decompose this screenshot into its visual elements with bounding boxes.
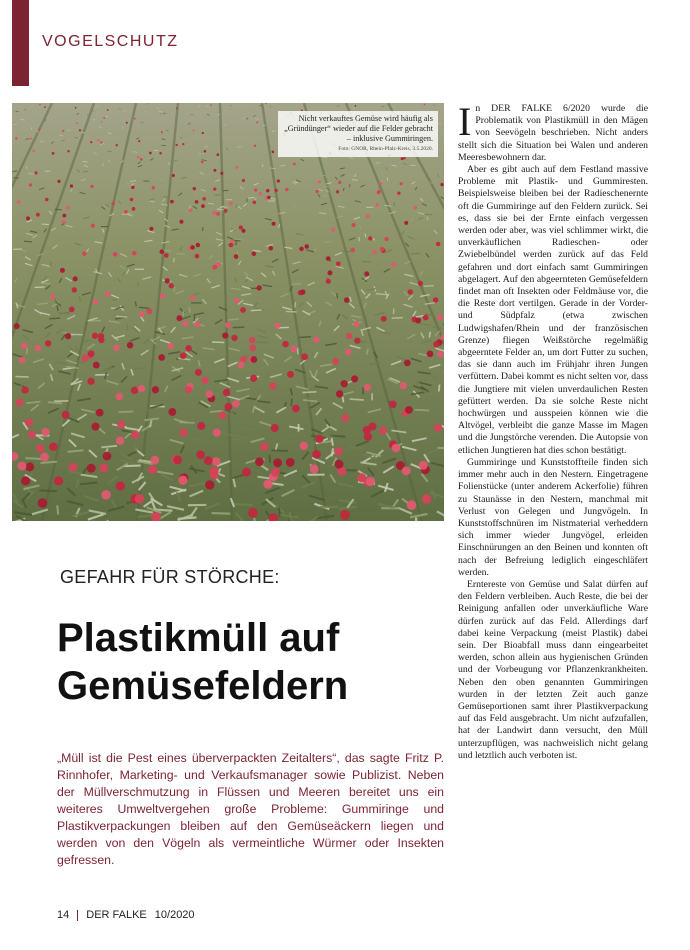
article-paragraph-2: Aber es gibt auch auf dem Festland massive Probleme mit Plastik- und Gummiresten. Beispielsweise bleiben bei der Radieschenernte oft die Gummiringe auf den Feldern zurück. Sei es, dass sie bei der Ernte einfach vergessen werden oder aber, was viel schlimmer wirkt, die unverkäuflichen Radieschen- oder Zwiebelbündel werden zurück auf das Feld gefahren und dort einfach samt Gummiringen abgelagert. Auf den abgeernteten Gemüsefeldern findet man oft Insekten oder Feldmäuse vor, die die Reste dort vertilgen. Gerade in der Vorder- und Südpfalz (etwa zwischen Ludwigshafen/Rhein und der französischen Grenze) fliegen Weißstörche regelmäßig abgeerntete Felder an, um dort Futter zu suchen, das sie dann auch im Frühjahr ihren Jungen verfüttern. Dabei kommt es nicht selten vor, dass die Jungtiere mit vielen unverdaulichen Resten gefüttert werden. Da sie solche Reste nicht hochwürgen und ausspeien können wie die Altvögel, verbleibt die ganze Masse im Magen und die Jungstörche verenden. Die Autopsie von etlichen Jungtieren hat dies schon bestätigt. [458, 164, 648, 456]
article-paragraph-4: Erntereste von Gemüse und Salat dürfen auf den Feldern verbleiben. Auch Reste, die bei der Reinigung anfallen oder unverkäufliche Ware dürfen zurück auf das Feld. Allerdings darf dabei keine Verpackung (meist Plastik) dabei sein. Der Bioabfall muss dann eingearbeitet werden, schon allein aus hygienischen Gründen und der Vorbeugung vor Pflanzenkrankheiten. Neben den oben genannten Gummiringen wurden in der letzten Zeit auch ganze Gemüseportionen samt ihrer Plastikverpackung auf das Feld ausgebracht. Um nicht aufzufallen, hat der Landwirt dann versucht, den Müll unterzupflügen, was nachweislich nicht gelang und letztlich auch verboten ist. [458, 578, 648, 761]
photo-caption: Nicht verkauftes Gemüse wird häufig als „Gründünger“ wieder auf die Felder gebracht – inklusive Gummiringen. [284, 114, 433, 143]
article-paragraph-1 [458, 99, 648, 164]
page-number: 14 [57, 909, 70, 921]
section-accent-bar [12, 0, 29, 86]
article-headline: Plastikmüll auf Gemüsefeldern [57, 616, 349, 708]
article-body [458, 99, 648, 762]
drop-cap: I [458, 99, 472, 144]
issue-number: 10/2020 [154, 909, 195, 921]
field-photo [12, 103, 444, 521]
article-lead: „Müll ist die Pest eines überverpackten Zeitalters“, das sagte Fritz P. Rinnhofer, Marketing- und Verkaufsmanager sowie Publizist. Neben der Müllverschmutzung in Flüssen und Meeren bereitet uns ein weiteres Umweltvergehen große Probleme: Gummiringe und Plastikverpackungen bleiben auf den Gemüseäckern liegen und werden von den Vögeln als vermeintliche Würmer oder Insekten gefressen. [57, 751, 444, 867]
field-photo-graphic [12, 103, 444, 521]
page-footer [57, 909, 195, 921]
section-label: VOGELSCHUTZ [42, 33, 179, 50]
photo-caption-box [278, 111, 438, 157]
photo-credit: Foto: GNOR, Rhein-Pfalz-Kreis, 3.5.2020. [338, 146, 433, 152]
article-kicker: GEFAHR FÜR STÖRCHE: [60, 567, 280, 587]
article-paragraph-3: Gummiringe und Kunststoffteile finden sich immer mehr auch in den Nestern. Eingetragene Folienstücke (unter anderem Ackerfolie) führen zu Staunässe in den Nestern, manchmal mit Verlust von Gelegen und Jungvögeln. In Kunststoffschnüren im Nistmaterial verheddern sich immer wieder Jungvögel, erleiden Einschnürungen an den Beinen und konnten oft nach der Befreiung lediglich eingeschläfert werden. [458, 456, 648, 578]
paragraph-1-text: n DER FALKE 6/2020 wurde die Problematik von Plastikmüll in den Mägen von Seevögeln beschrieben. Nicht anders stellt sich die Situation bei Walen und anderen Meeresbewohnern dar. [458, 103, 648, 163]
footer-separator [77, 910, 78, 921]
magazine-name: DER FALKE [86, 909, 147, 921]
